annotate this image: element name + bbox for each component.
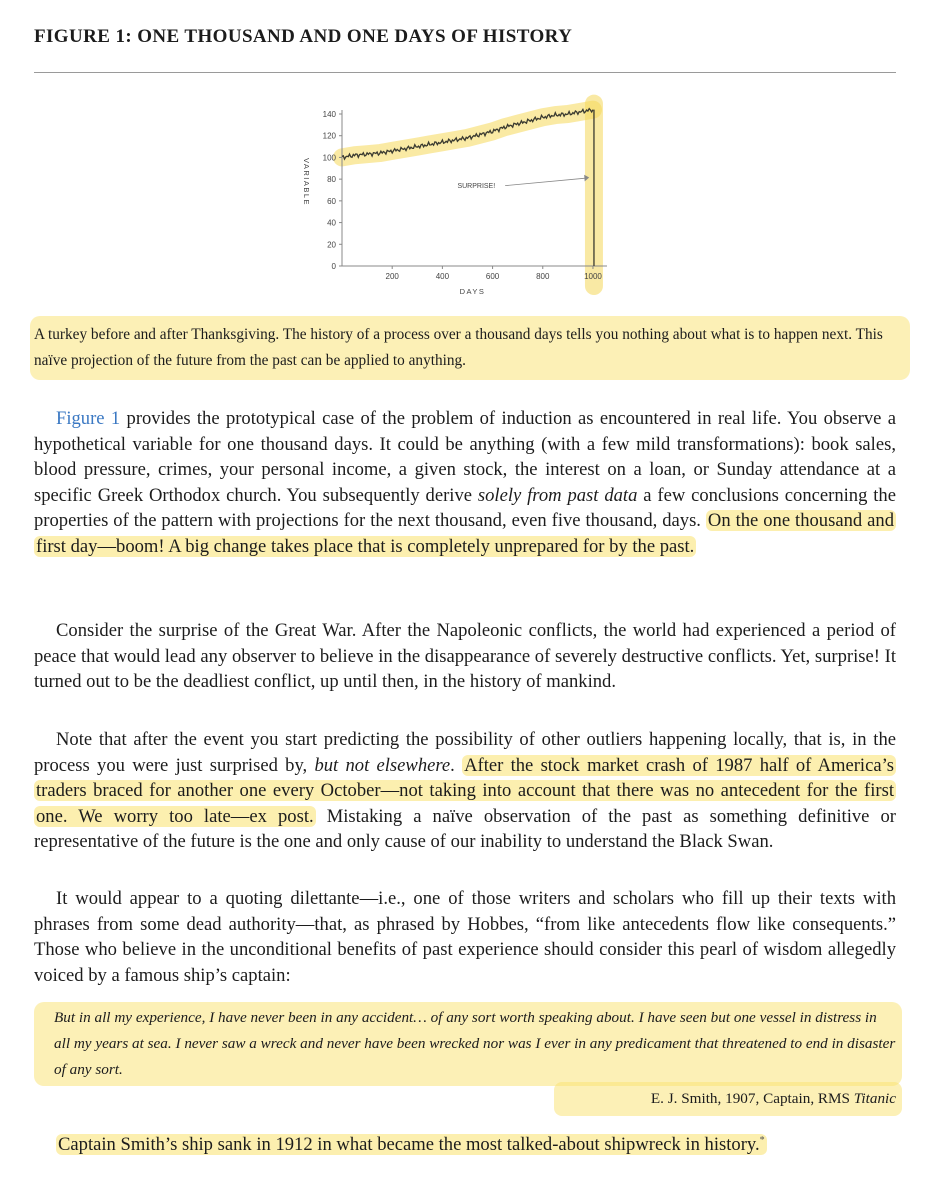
x-tick-label: 1000 [584, 272, 602, 281]
y-tick-label: 20 [327, 240, 336, 250]
p1-emphasis: solely from past data [477, 484, 638, 506]
chart-highlight-layer [342, 104, 594, 286]
p5-text: Captain Smith’s ship sank in 1912 in what became the most talked-about shipwreck in history. [58, 1134, 760, 1156]
p5-highlight [56, 1134, 767, 1155]
p1-highlight: On the one thousand and first day—boom! A big change takes place that is completely unprepared for by the past. [36, 510, 894, 557]
figure-1-link[interactable]: Figure 1 [56, 408, 121, 429]
attribution-text: E. J. Smith, 1907, Captain, RMS [650, 1090, 854, 1107]
y-tick-label: 100 [322, 153, 336, 163]
footnote-marker[interactable]: * [759, 1135, 765, 1146]
x-tick-label: 800 [536, 272, 550, 281]
title-divider [34, 72, 896, 73]
y-tick-label: 40 [327, 218, 336, 228]
x-axis-label: DAYS [459, 287, 486, 296]
paragraph-4: It would appear to a quoting dilettante—i.e., one of those writers and scholars who fill up their texts with phrases from some dead authority—that, as phrased by Hobbes, “from like antecedents flow like consequents.” Those who believe in the unconditional benefits of past experience should consider this pearl of wisdom allegedly voiced by a famous ship’s captain: [34, 888, 896, 986]
attribution-ship: Titanic [853, 1090, 896, 1107]
figure-caption: A turkey before and after Thanksgiving. The history of a process over a thousand days tells you nothing about what is to happen next. This naïve projection of the future from the past can be applied to anything. [30, 316, 910, 380]
y-tick-label: 80 [327, 175, 336, 185]
y-tick-label: 60 [327, 196, 336, 206]
rising-line-highlight [342, 110, 593, 158]
y-axis-label: VARIABLE [302, 157, 311, 207]
p3-text-3: Mistaking a naïve observation of the past as something definitive or representative of the future is the one and only cause of our inability to understand the Black Swan. [34, 805, 896, 853]
p3-highlight: After the stock market crash of 1987 half of America’s traders braced for another one every October—not taking into account that there was no antecedent for the first one. We worry too late—ex post. [36, 754, 895, 827]
block-quote [34, 1002, 902, 1086]
y-tick-label: 120 [322, 131, 336, 141]
annotation-arrow [505, 178, 587, 186]
quote-attribution [554, 1082, 902, 1116]
x-tick-label: 400 [435, 272, 450, 281]
p1-text-2: a few conclusions concerning the properties of the pattern with projections for the next thousand, even five thousand, days. [34, 484, 896, 532]
paragraph-3 [34, 727, 896, 855]
p1-text-1: provides the prototypical case of the problem of induction as encountered in real life. You observe a hypothetical variable for one thousand days. It could be anything (with a few mild transformations): book sales, blood pressure, crimes, your personal income, a given stock, the interest on a loan, or Sunday attendance at a specific Greek Orthodox church. You subsequently derive [34, 408, 896, 506]
figure-title: FIGURE 1: ONE THOUSAND AND ONE DAYS OF HISTORY [34, 26, 573, 47]
y-tick-label: 140 [322, 110, 336, 119]
paragraph-2: Consider the surprise of the Great War. After the Napoleonic conflicts, the world had experienced a period of peace that would lead any observer to believe in the disappearance of severely destructive conflicts. Yet, surprise! It turned out to be the deadliest conflict, up until then, in the history of mankind. [34, 620, 896, 693]
paragraph-1 [34, 406, 896, 560]
surprise-annotation: SURPRISE! [457, 182, 496, 190]
p3-emphasis: but not elsewhere [314, 754, 451, 776]
x-tick-label: 200 [385, 272, 399, 281]
y-tick-label: 0 [331, 262, 336, 271]
p3-text-1: Note that after the event you start predicting the possibility of other outliers happening locally, that is, in the process you were just surprised by, [34, 729, 896, 776]
p3-text-2: . [450, 754, 463, 776]
x-tick-label: 600 [485, 272, 500, 281]
turkey-chart [280, 92, 630, 302]
quote-text: But in all my experience, I have never been in any accident… of any sort worth speaking about. I have seen but one vessel in distress in all my years at sea. I never saw a wreck and never have been wrecked nor was I ever in any predicament that threatened to end in disaster of any sort. [54, 1009, 896, 1078]
paragraph-5 [34, 1128, 896, 1158]
